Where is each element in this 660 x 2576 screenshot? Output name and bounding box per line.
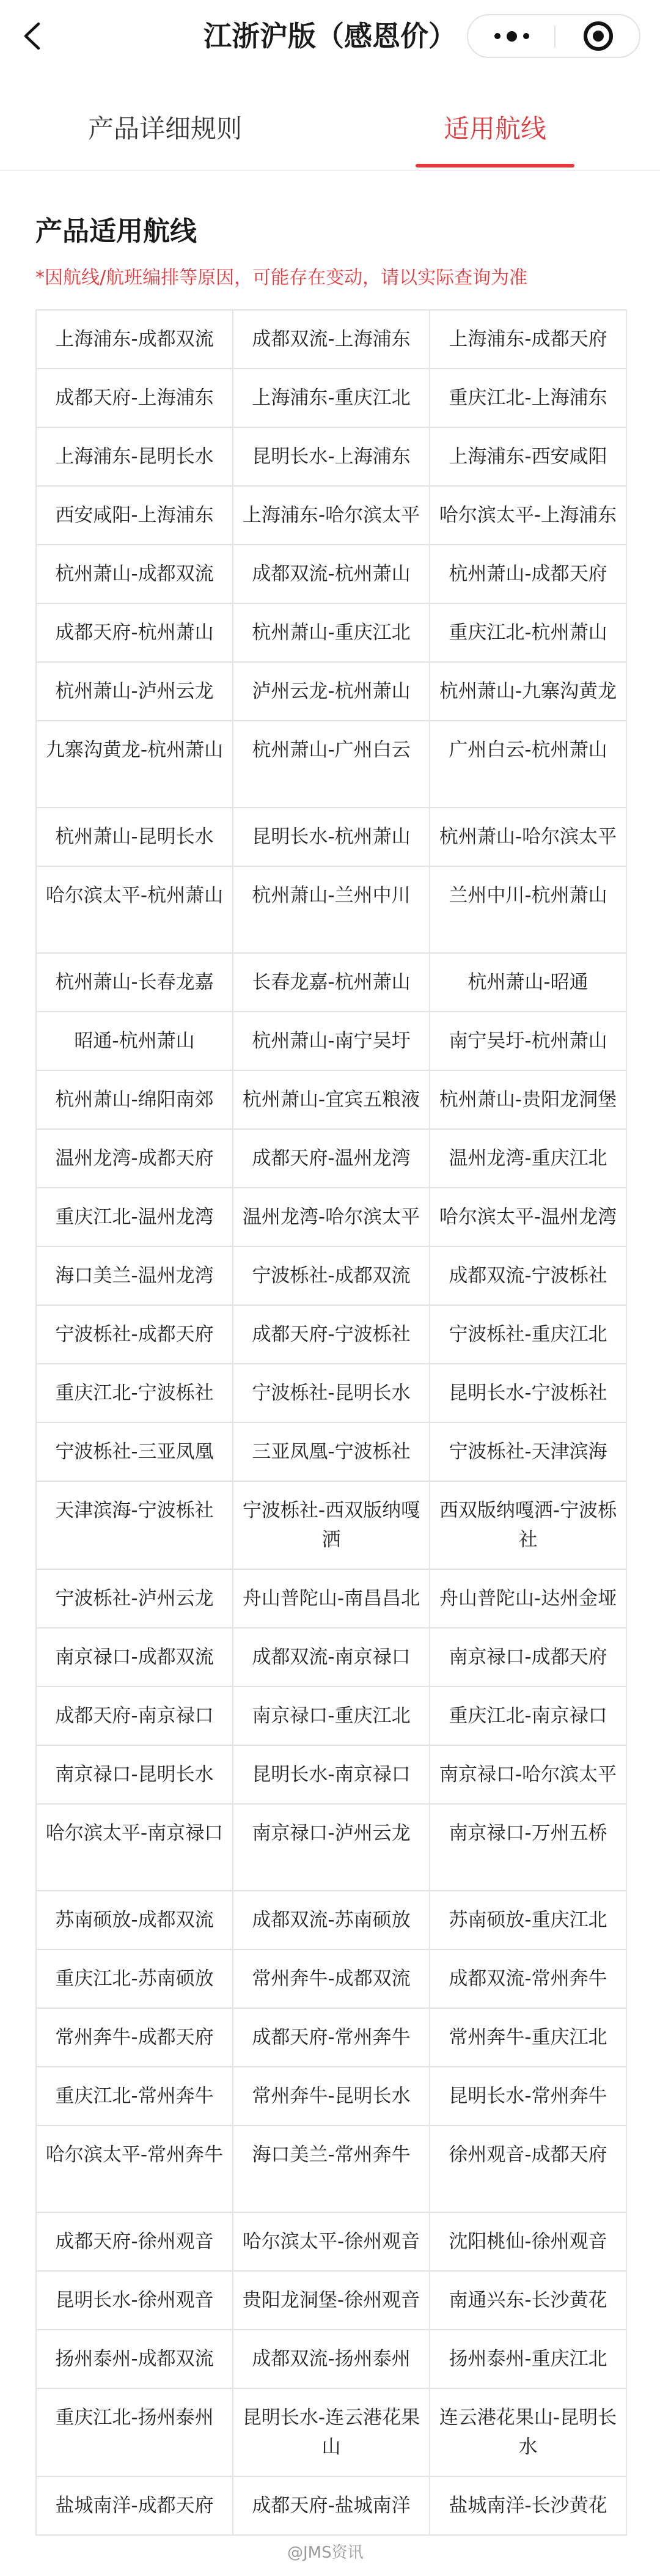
route-cell: 西安咸阳-上海浦东	[36, 486, 233, 545]
route-cell: 重庆江北-宁波栎社	[36, 1364, 233, 1422]
table-row	[36, 603, 626, 662]
route-cell: 海口美兰-温州龙湾	[36, 1246, 233, 1305]
route-cell: 杭州萧山-昆明长水	[36, 808, 233, 866]
route-cell: 上海浦东-哈尔滨太平	[233, 486, 430, 545]
route-cell: 常州奔牛-成都天府	[36, 2008, 233, 2067]
route-cell: 苏南硕放-成都双流	[36, 1891, 233, 1949]
table-row	[36, 2388, 626, 2476]
route-cell: 成都天府-杭州萧山	[36, 603, 233, 662]
route-cell: 杭州萧山-贵阳龙洞堡	[430, 1070, 626, 1129]
route-cell: 杭州萧山-成都双流	[36, 545, 233, 603]
table-row	[36, 1891, 626, 1949]
route-cell: 沈阳桃仙-徐州观音	[430, 2212, 626, 2271]
route-cell: 贵阳龙洞堡-徐州观音	[233, 2271, 430, 2330]
table-row	[36, 953, 626, 1012]
more-dots-icon	[494, 33, 501, 39]
route-cell: 舟山普陀山-达州金垭	[430, 1569, 626, 1628]
route-cell: 常州奔牛-昆明长水	[233, 2067, 430, 2125]
table-row	[36, 1422, 626, 1481]
route-cell: 徐州观音-成都天府	[430, 2125, 626, 2212]
route-cell: 南京禄口-成都双流	[36, 1628, 233, 1687]
route-cell: 苏南硕放-重庆江北	[430, 1891, 626, 1949]
route-cell: 成都双流-扬州泰州	[233, 2330, 430, 2388]
route-cell: 宁波栎社-泸州云龙	[36, 1569, 233, 1628]
route-cell: 三亚凤凰-宁波栎社	[233, 1422, 430, 1481]
tab-bar	[0, 90, 660, 170]
table-row	[36, 2008, 626, 2067]
table-row	[36, 1070, 626, 1129]
route-cell: 昭通-杭州萧山	[36, 1012, 233, 1070]
table-row	[36, 1949, 626, 2008]
table-row	[36, 866, 626, 953]
route-cell: 重庆江北-温州龙湾	[36, 1188, 233, 1246]
route-cell: 成都天府-南京禄口	[36, 1687, 233, 1745]
route-cell: 南通兴东-长沙黄花	[430, 2271, 626, 2330]
route-cell: 杭州萧山-南宁吴圩	[233, 1012, 430, 1070]
navigation-bar	[0, 0, 660, 72]
route-cell: 宁波栎社-昆明长水	[233, 1364, 430, 1422]
route-cell: 常州奔牛-成都双流	[233, 1949, 430, 2008]
tab-divider	[0, 170, 660, 171]
table-row	[36, 2271, 626, 2330]
route-cell: 扬州泰州-重庆江北	[430, 2330, 626, 2388]
route-cell: 温州龙湾-重庆江北	[430, 1129, 626, 1188]
route-cell: 昆明长水-杭州萧山	[233, 808, 430, 866]
chevron-left-icon	[23, 22, 41, 50]
close-mini-program-button[interactable]	[556, 15, 640, 57]
route-cell: 杭州萧山-广州白云	[233, 721, 430, 808]
route-cell: 南宁吴圩-杭州萧山	[430, 1012, 626, 1070]
more-button[interactable]	[468, 15, 555, 57]
route-cell: 成都双流-杭州萧山	[233, 545, 430, 603]
table-row	[36, 369, 626, 427]
route-cell: 重庆江北-常州奔牛	[36, 2067, 233, 2125]
table-row	[36, 2067, 626, 2125]
route-cell: 杭州萧山-昭通	[430, 953, 626, 1012]
route-cell: 成都天府-徐州观音	[36, 2212, 233, 2271]
watermark: @JMS资讯	[287, 2544, 364, 2562]
route-cell: 成都天府-盐城南洋	[233, 2476, 430, 2535]
route-cell: 宁波栎社-西双版纳嘎洒	[233, 1481, 430, 1569]
route-cell: 哈尔滨太平-南京禄口	[36, 1804, 233, 1891]
route-cell: 上海浦东-昆明长水	[36, 427, 233, 486]
route-cell: 上海浦东-西安咸阳	[430, 427, 626, 486]
route-cell: 西双版纳嘎洒-宁波栎社	[430, 1481, 626, 1569]
table-row	[36, 1188, 626, 1246]
back-button[interactable]	[13, 16, 50, 56]
route-cell: 宁波栎社-天津滨海	[430, 1422, 626, 1481]
route-cell: 上海浦东-重庆江北	[233, 369, 430, 427]
tab-product-rules[interactable]: 产品详细规则	[87, 114, 242, 144]
route-cell: 重庆江北-杭州萧山	[430, 603, 626, 662]
table-row	[36, 1481, 626, 1569]
table-row	[36, 2125, 626, 2212]
table-row	[36, 721, 626, 808]
table-row	[36, 1687, 626, 1745]
route-cell: 宁波栎社-成都天府	[36, 1305, 233, 1364]
route-cell: 重庆江北-扬州泰州	[36, 2388, 233, 2476]
mini-program-capsule	[467, 14, 640, 58]
route-cell: 哈尔滨太平-上海浦东	[430, 486, 626, 545]
table-row	[36, 2212, 626, 2271]
table-row	[36, 1012, 626, 1070]
section-title: 产品适用航线	[35, 216, 197, 247]
route-cell: 扬州泰州-成都双流	[36, 2330, 233, 2388]
route-cell: 杭州萧山-泸州云龙	[36, 662, 233, 721]
route-cell: 天津滨海-宁波栎社	[36, 1481, 233, 1569]
route-cell: 成都天府-上海浦东	[36, 369, 233, 427]
table-row	[36, 486, 626, 545]
route-cell: 兰州中川-杭州萧山	[430, 866, 626, 953]
route-cell: 成都双流-南京禄口	[233, 1628, 430, 1687]
table-row	[36, 1569, 626, 1628]
route-change-notice: *因航线/航班编排等原因，可能存在变动，请以实际查询为准	[35, 267, 528, 289]
route-cell: 杭州萧山-长春龙嘉	[36, 953, 233, 1012]
table-row	[36, 2476, 626, 2535]
table-row	[36, 2330, 626, 2388]
route-cell: 成都天府-常州奔牛	[233, 2008, 430, 2067]
route-cell: 宁波栎社-成都双流	[233, 1246, 430, 1305]
route-cell: 成都双流-宁波栎社	[430, 1246, 626, 1305]
route-cell: 哈尔滨太平-温州龙湾	[430, 1188, 626, 1246]
route-cell: 成都双流-苏南硕放	[233, 1891, 430, 1949]
route-cell: 海口美兰-常州奔牛	[233, 2125, 430, 2212]
route-cell: 哈尔滨太平-徐州观音	[233, 2212, 430, 2271]
route-cell: 昆明长水-上海浦东	[233, 427, 430, 486]
active-tab-indicator	[416, 164, 574, 167]
route-cell: 上海浦东-成都双流	[36, 310, 233, 369]
route-cell: 广州白云-杭州萧山	[430, 721, 626, 808]
route-cell: 长春龙嘉-杭州萧山	[233, 953, 430, 1012]
route-cell: 杭州萧山-成都天府	[430, 545, 626, 603]
route-cell: 杭州萧山-重庆江北	[233, 603, 430, 662]
route-cell: 成都天府-宁波栎社	[233, 1305, 430, 1364]
route-cell: 重庆江北-上海浦东	[430, 369, 626, 427]
table-row	[36, 545, 626, 603]
route-cell: 哈尔滨太平-杭州萧山	[36, 866, 233, 953]
page-title: 江浙沪版（感恩价）	[204, 20, 457, 53]
route-cell: 九寨沟黄龙-杭州萧山	[36, 721, 233, 808]
route-cell: 杭州萧山-哈尔滨太平	[430, 808, 626, 866]
table-row	[36, 1305, 626, 1364]
route-cell: 温州龙湾-成都天府	[36, 1129, 233, 1188]
route-cell: 杭州萧山-兰州中川	[233, 866, 430, 953]
table-row	[36, 427, 626, 486]
route-cell: 温州龙湾-哈尔滨太平	[233, 1188, 430, 1246]
route-cell: 舟山普陀山-南昌昌北	[233, 1569, 430, 1628]
route-cell: 南京禄口-哈尔滨太平	[430, 1745, 626, 1804]
route-cell: 昆明长水-徐州观音	[36, 2271, 233, 2330]
route-cell: 杭州萧山-九寨沟黄龙	[430, 662, 626, 721]
table-row	[36, 1246, 626, 1305]
route-cell: 杭州萧山-宜宾五粮液	[233, 1070, 430, 1129]
more-dots-icon-center	[507, 31, 517, 42]
route-cell: 成都双流-上海浦东	[233, 310, 430, 369]
route-cell: 泸州云龙-杭州萧山	[233, 662, 430, 721]
route-cell: 常州奔牛-重庆江北	[430, 2008, 626, 2067]
route-cell: 宁波栎社-重庆江北	[430, 1305, 626, 1364]
route-cell: 南京禄口-重庆江北	[233, 1687, 430, 1745]
route-cell: 盐城南洋-成都天府	[36, 2476, 233, 2535]
route-cell: 宁波栎社-三亚凤凰	[36, 1422, 233, 1481]
route-cell: 连云港花果山-昆明长水	[430, 2388, 626, 2476]
table-row	[36, 1628, 626, 1687]
table-row	[36, 1364, 626, 1422]
table-row	[36, 1804, 626, 1891]
route-cell: 昆明长水-宁波栎社	[430, 1364, 626, 1422]
tab-applicable-routes[interactable]: 适用航线	[443, 114, 546, 144]
route-cell: 重庆江北-苏南硕放	[36, 1949, 233, 2008]
route-cell: 上海浦东-成都天府	[430, 310, 626, 369]
routes-table	[35, 309, 627, 2536]
target-close-icon	[584, 21, 613, 51]
route-cell: 南京禄口-万州五桥	[430, 1804, 626, 1891]
table-row	[36, 310, 626, 369]
route-cell: 昆明长水-常州奔牛	[430, 2067, 626, 2125]
table-row	[36, 1129, 626, 1188]
route-cell: 盐城南洋-长沙黄花	[430, 2476, 626, 2535]
route-cell: 重庆江北-南京禄口	[430, 1687, 626, 1745]
route-cell: 南京禄口-泸州云龙	[233, 1804, 430, 1891]
more-dots-icon-end	[523, 33, 529, 39]
table-row	[36, 662, 626, 721]
route-cell: 南京禄口-昆明长水	[36, 1745, 233, 1804]
route-cell: 杭州萧山-绵阳南郊	[36, 1070, 233, 1129]
route-cell: 成都双流-常州奔牛	[430, 1949, 626, 2008]
route-cell: 哈尔滨太平-常州奔牛	[36, 2125, 233, 2212]
route-cell: 成都天府-温州龙湾	[233, 1129, 430, 1188]
table-row	[36, 808, 626, 866]
route-cell: 昆明长水-南京禄口	[233, 1745, 430, 1804]
route-cell: 南京禄口-成都天府	[430, 1628, 626, 1687]
route-cell: 昆明长水-连云港花果山	[233, 2388, 430, 2476]
table-row	[36, 1745, 626, 1804]
